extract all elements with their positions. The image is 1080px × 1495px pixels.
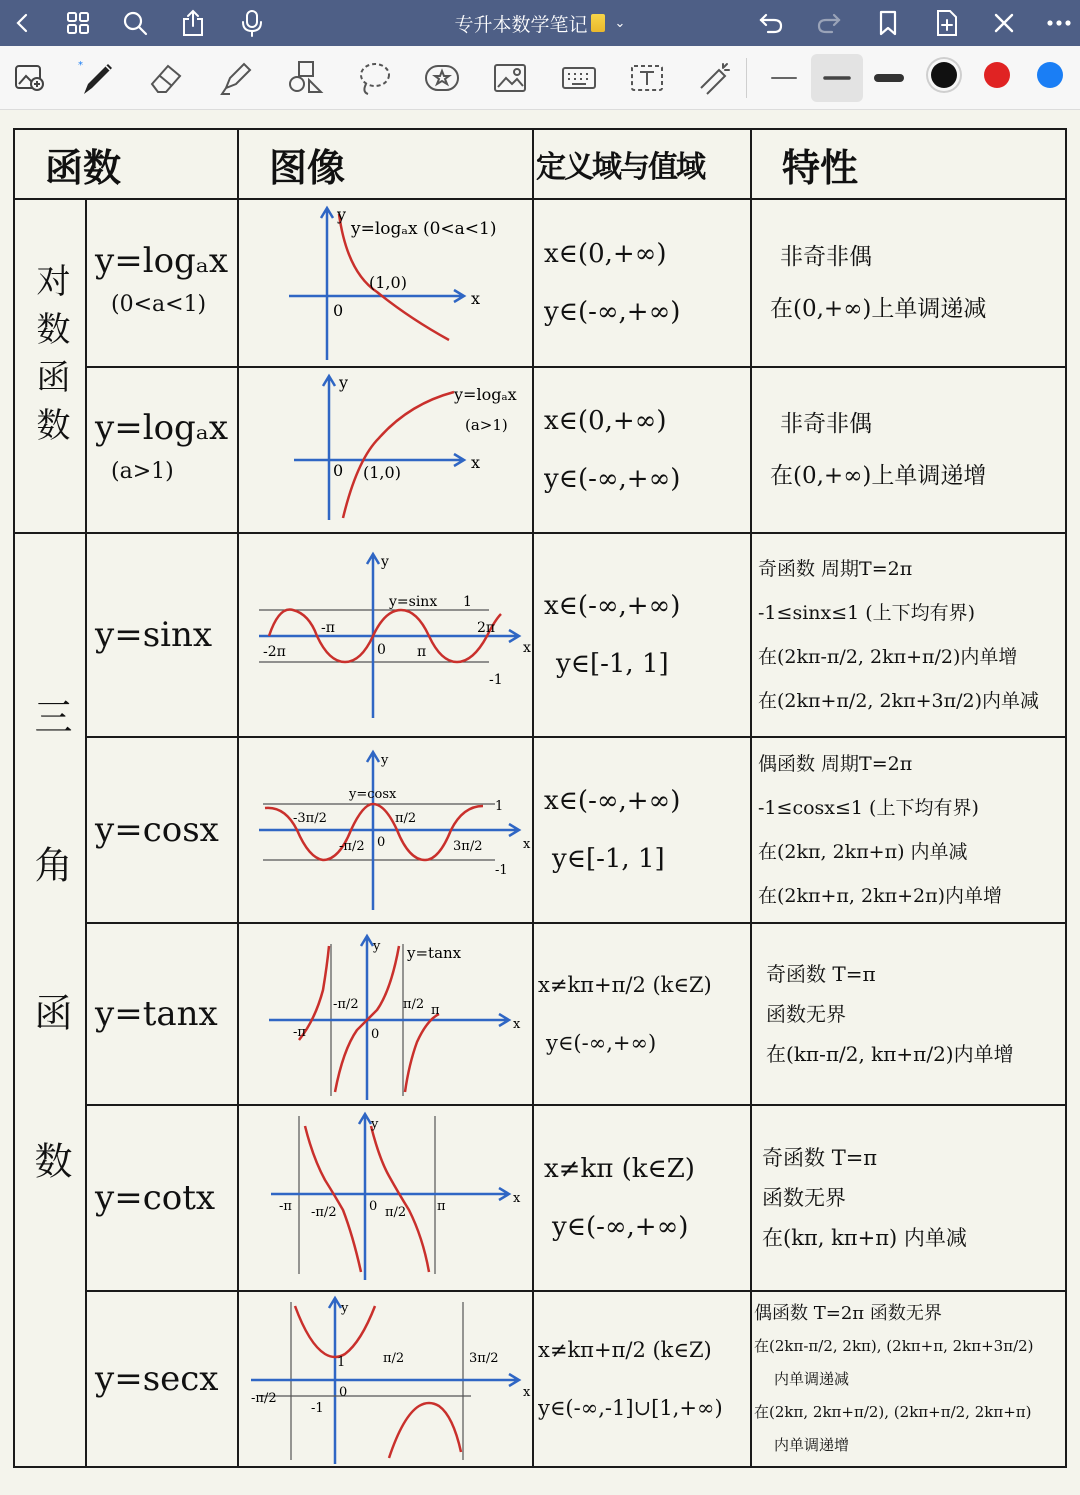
category-log	[14, 199, 86, 533]
secant-graph	[239, 1292, 534, 1466]
table-header-row	[14, 129, 1066, 199]
range-text: y∈[-1, 1]	[556, 649, 669, 679]
chevron-left-icon[interactable]	[0, 0, 46, 46]
domain-text: x∈(-∞,+∞)	[544, 591, 681, 621]
stroke-thin-option[interactable]	[758, 54, 810, 102]
domain-range-cell	[533, 533, 751, 737]
tick-label-three-half-pi: 3π/2	[469, 1351, 499, 1366]
property-line: 奇函数 周期T=2π	[758, 558, 913, 580]
origin-label: 0	[371, 1027, 380, 1042]
properties-cell	[751, 533, 1066, 737]
domain-text: x∈(-∞,+∞)	[544, 786, 681, 816]
tick-label-half-pi: π/2	[383, 1351, 405, 1366]
domain-text: x≠kπ+π/2 (k∈Z)	[538, 1338, 712, 1362]
property-line: -1≤sinx≤1 (上下均有界)	[758, 602, 976, 624]
x-axis-label: x	[471, 289, 481, 308]
domain-range-cell	[533, 737, 751, 923]
tick-label-neg-three-half-pi: -3π/2	[293, 811, 327, 826]
tick-label-pi: π	[437, 1199, 446, 1214]
domain-range-cell	[533, 367, 751, 533]
table-row	[14, 367, 1066, 533]
property-line: -1≤cosx≤1 (上下均有界)	[758, 797, 979, 819]
tick-label-half-pi: π/2	[403, 997, 425, 1012]
property-line: 在(0,+∞)上单调递增	[770, 463, 987, 489]
origin-label: 0	[369, 1199, 378, 1214]
y-axis-label: y	[381, 554, 389, 570]
function-cell	[86, 533, 238, 737]
domain-text: x≠kπ (k∈Z)	[544, 1154, 695, 1184]
category-label: 三角函数	[28, 697, 72, 1289]
tick-label-neg-two-pi: -2π	[263, 644, 286, 660]
tick-label-neg-one: -1	[495, 863, 508, 878]
tick-label-one: 1	[463, 594, 472, 610]
properties-cell	[751, 1105, 1066, 1291]
x-axis-label: x	[513, 1191, 521, 1206]
properties-cell	[751, 737, 1066, 923]
redo-icon[interactable]	[806, 0, 852, 46]
tick-label-neg-half-pi: -π/2	[311, 1205, 337, 1220]
function-cell	[86, 367, 238, 533]
table-row	[14, 737, 1066, 923]
properties-cell	[751, 367, 1066, 533]
domain-text: x∈(0,+∞)	[544, 239, 667, 269]
function-cell	[86, 199, 238, 367]
log-decreasing-graph	[239, 200, 534, 366]
function-name: y=secx	[95, 1359, 219, 1399]
text-box-icon[interactable]	[621, 54, 673, 102]
properties-cell	[751, 1291, 1066, 1467]
function-table	[13, 128, 1067, 1468]
ai-image-icon[interactable]	[4, 54, 56, 102]
curve-label: y=tanx	[407, 944, 462, 962]
y-axis-label: y	[339, 373, 349, 392]
range-text: y∈(-∞,+∞)	[552, 1212, 689, 1242]
graph-cell	[238, 737, 533, 923]
tick-label-neg-one: -1	[311, 1401, 324, 1416]
y-axis-label: y	[337, 205, 347, 224]
graph-cell	[238, 367, 533, 533]
sine-graph	[239, 534, 534, 736]
range-text: y∈(-∞,+∞)	[544, 464, 681, 494]
tick-label-neg-pi: -π	[279, 1199, 292, 1214]
search-icon[interactable]	[112, 0, 158, 46]
header-domain-range: 定义域与值域	[533, 129, 751, 199]
y-axis-label: y	[373, 939, 381, 954]
drawing-toolbar	[0, 46, 1080, 110]
microphone-icon[interactable]	[229, 0, 275, 46]
header-function: 函数	[14, 129, 238, 199]
property-line: 函数无界	[766, 1002, 847, 1026]
graph-cell	[238, 1291, 533, 1467]
table-row	[14, 923, 1066, 1105]
tangent-graph	[239, 924, 534, 1104]
undo-icon[interactable]	[748, 0, 794, 46]
tick-label-pi: π	[417, 644, 427, 660]
document-title[interactable]: 专升本数学笔记	[454, 13, 588, 36]
origin-label: 0	[333, 301, 344, 320]
range-text: y∈[-1, 1]	[552, 844, 665, 874]
color-swatch-red[interactable]	[984, 62, 1010, 88]
function-condition: (0<a<1)	[111, 292, 207, 317]
property-line: 在(0,+∞)上单调递减	[770, 296, 987, 322]
range-text: y∈(-∞,+∞)	[544, 297, 681, 327]
graph-cell	[238, 199, 533, 367]
property-line: 在(kπ, kπ+π) 内单减	[762, 1226, 967, 1250]
pen-icon[interactable]	[72, 54, 124, 102]
domain-range-cell	[533, 1291, 751, 1467]
tick-label-one: 1	[495, 799, 504, 814]
graph-cell	[238, 533, 533, 737]
point-label: (1,0)	[369, 273, 407, 292]
property-line: 在(2kπ, 2kπ+π) 内单减	[758, 841, 968, 863]
tick-label-neg-half-pi: -π/2	[339, 839, 365, 854]
close-icon[interactable]	[981, 0, 1027, 46]
tick-label-pi: π	[431, 1003, 440, 1018]
more-icon[interactable]	[1036, 0, 1080, 46]
curve-condition: (a>1)	[465, 416, 508, 434]
x-axis-label: x	[523, 640, 531, 656]
x-axis-label: x	[471, 453, 481, 472]
chevron-down-icon[interactable]: ⌄	[614, 15, 626, 31]
tick-label-neg-half-pi: -π/2	[333, 997, 359, 1012]
note-page[interactable]	[0, 110, 1080, 1495]
grid-icon[interactable]	[55, 0, 101, 46]
table-row	[14, 533, 1066, 737]
range-text: y∈(-∞,-1]∪[1,+∞)	[538, 1396, 723, 1420]
y-axis-label: y	[371, 1117, 379, 1132]
curve-label: y=logₐx	[454, 385, 517, 404]
table-row	[14, 1291, 1066, 1467]
log-increasing-graph	[239, 368, 534, 532]
curve-label: y=cosx	[349, 787, 397, 802]
svg-text:*: *	[78, 60, 83, 71]
tick-label-neg-pi: -π	[293, 1025, 306, 1040]
table-row	[14, 199, 1066, 367]
toolbar-divider	[746, 58, 747, 98]
property-line: 在(2kπ-π/2, 2kπ+π/2)内单增	[758, 646, 1018, 668]
shapes-icon[interactable]	[279, 54, 331, 102]
function-cell	[86, 1291, 238, 1467]
y-axis-label: y	[381, 753, 389, 768]
tick-label-half-pi: π/2	[385, 1205, 407, 1220]
tick-label-one: 1	[337, 1355, 346, 1370]
cotangent-graph	[239, 1106, 534, 1290]
tick-label-neg-half-pi: -π/2	[251, 1391, 277, 1406]
laser-pointer-icon[interactable]	[689, 54, 741, 102]
properties-cell	[751, 199, 1066, 367]
property-line: 奇函数 T=π	[762, 1146, 878, 1170]
stroke-medium-option[interactable]	[811, 54, 863, 102]
property-line: 内单调递增	[774, 1435, 850, 1454]
function-condition: (a>1)	[111, 459, 174, 484]
domain-text: x≠kπ+π/2 (k∈Z)	[538, 973, 712, 997]
tick-label-two-pi: 2π	[477, 620, 496, 636]
notepad-icon	[591, 14, 605, 32]
property-line: 偶函数 T=2π 函数无界	[754, 1302, 942, 1324]
function-name: y=cotx	[95, 1178, 216, 1218]
property-line: 非奇非偶	[780, 411, 873, 437]
property-line: 内单调递减	[774, 1369, 850, 1388]
y-axis-label: y	[341, 1301, 349, 1316]
graph-cell	[238, 1105, 533, 1291]
graph-cell	[238, 923, 533, 1105]
property-line: 在(2kπ-π/2, 2kπ), (2kπ+π, 2kπ+3π/2)	[754, 1336, 1034, 1355]
curve-label: y=sinx	[389, 594, 438, 610]
curve-label: y=logₐx (0<a<1)	[351, 219, 497, 239]
property-line: 在(2kπ+π/2, 2kπ+3π/2)内单减	[758, 690, 1039, 712]
bookmark-icon[interactable]	[865, 0, 911, 46]
share-icon[interactable]	[170, 0, 216, 46]
domain-text: x∈(0,+∞)	[544, 406, 667, 436]
property-line: 在(2kπ, 2kπ+π/2), (2kπ+π/2, 2kπ+π)	[754, 1402, 1032, 1421]
property-line: 奇函数 T=π	[766, 962, 876, 986]
category-label: 对数函数	[30, 263, 70, 455]
function-cell	[86, 1105, 238, 1291]
eraser-icon[interactable]	[140, 54, 192, 102]
x-axis-label: x	[513, 1017, 521, 1032]
category-trig	[14, 533, 86, 1467]
function-name: y=tanx	[95, 994, 218, 1034]
top-navigation-bar	[0, 0, 1080, 46]
property-line: 函数无界	[762, 1186, 847, 1210]
function-name: y=logₐx	[95, 241, 229, 281]
image-icon[interactable]	[484, 54, 536, 102]
domain-range-cell	[533, 199, 751, 367]
x-axis-label: x	[523, 837, 531, 852]
function-name: y=logₐx	[95, 408, 229, 448]
property-line: 偶函数 周期T=2π	[758, 753, 913, 775]
origin-label: 0	[339, 1385, 348, 1400]
color-swatch-blue[interactable]	[1037, 62, 1063, 88]
tick-label-three-half-pi: 3π/2	[453, 839, 483, 854]
tick-label-neg-one: -1	[489, 672, 503, 688]
sticker-icon[interactable]	[416, 54, 468, 102]
function-cell	[86, 923, 238, 1105]
header-graph: 图像	[238, 129, 533, 199]
table-row	[14, 1105, 1066, 1291]
point-label: (1,0)	[363, 463, 401, 482]
keyboard-icon[interactable]	[553, 54, 605, 102]
color-swatch-black[interactable]	[931, 62, 957, 88]
function-name: y=sinx	[95, 615, 213, 655]
range-text: y∈(-∞,+∞)	[546, 1031, 657, 1055]
origin-label: 0	[377, 642, 386, 658]
stroke-thick-option[interactable]	[863, 54, 915, 102]
x-axis-label: x	[523, 1385, 531, 1400]
tick-label-half-pi: π/2	[395, 811, 417, 826]
property-line: 非奇非偶	[780, 244, 873, 270]
domain-range-cell	[533, 923, 751, 1105]
domain-range-cell	[533, 1105, 751, 1291]
cosine-graph	[239, 738, 534, 922]
property-line: 在(2kπ+π, 2kπ+2π)内单增	[758, 885, 1003, 907]
function-name: y=cosx	[95, 810, 219, 850]
tick-label-neg-pi: -π	[321, 620, 335, 636]
property-line: 在(kπ-π/2, kπ+π/2)内单增	[766, 1042, 1014, 1066]
header-properties: 特性	[751, 129, 1066, 199]
function-cell	[86, 737, 238, 923]
properties-cell	[751, 923, 1066, 1105]
lasso-icon[interactable]	[348, 54, 400, 102]
highlighter-icon[interactable]	[210, 54, 262, 102]
add-page-icon[interactable]	[924, 0, 970, 46]
origin-label: 0	[377, 835, 386, 850]
origin-label: 0	[333, 461, 344, 480]
